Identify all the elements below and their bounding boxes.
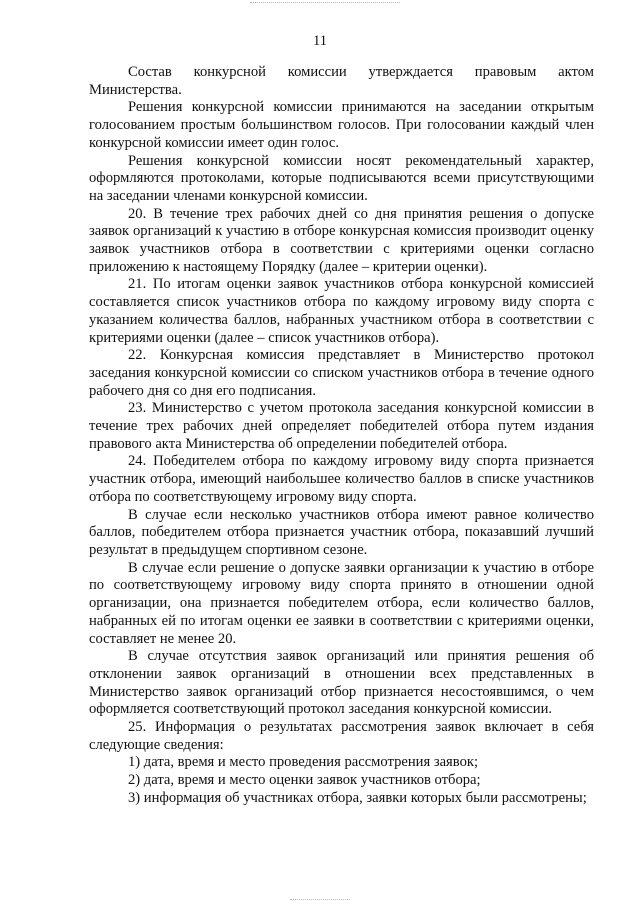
- scan-edge-marks-bottom: [290, 899, 350, 902]
- paragraph-equal-points: В случае если несколько участников отбора имеют равное количество баллов, победителем отбора признается участник отбора, показавший лучший результат в предыдущем спортивном сезоне.: [89, 506, 594, 558]
- paragraph-commission-decisions: Решения конкурсной комиссии носят рекомендательный характер, оформляются протоколами, которые подписываются всеми присутствующими на заседании членами конкурсной комиссии.: [89, 152, 594, 204]
- paragraph-item-23: 23. Министерство с учетом протокола заседания конкурсной комиссии в течение трех рабочих дней определяет победителей отбора путем издания правового акта Министерства об определении победителей отбора.: [89, 400, 594, 452]
- paragraph-no-applications: В случае отсутствия заявок организаций или принятия решения об отклонении заявок организаций в отношении всех представленных в Министерство заявок организаций отбор признается несостоявшимся, о чем оформляется соответствующий протокол заседания конкурсной комиссии.: [89, 648, 594, 718]
- scan-edge-marks: [250, 2, 400, 5]
- paragraph-commission-composition: Состав конкурсной комиссии утверждается правовым актом Министерства.: [89, 64, 594, 98]
- document-body: [89, 64, 594, 808]
- paragraph-commission-voting: Решения конкурсной комиссии принимаются на заседании открытым голосованием простым большинством голосов. При голосовании каждый член конкурсной комиссии имеет один голос.: [89, 99, 594, 151]
- paragraph-item-20: 20. В течение трех рабочих дней со дня принятия решения о допуске заявок организаций к участию в отборе конкурсная комиссия производит оценку заявок участников отбора в соответствии с критериями оценки согласно приложению к настоящему Порядку (далее – критерии оценки).: [89, 205, 594, 275]
- paragraph-item-22: 22. Конкурсная комиссия представляет в Министерство протокол заседания конкурсной комиссии со списком участников отбора в течение одного рабочего дня со дня его подписания.: [89, 347, 594, 399]
- list-item-1: 1) дата, время и место проведения рассмотрения заявок;: [128, 754, 479, 771]
- list-item-2: 2) дата, время и место оценки заявок участников отбора;: [128, 772, 481, 789]
- paragraph-single-organization: В случае если решение о допуске заявки организации к участию в отборе по соответствующему игровому виду спорта принято в отношении одной организации, она признается победителем отбора, если количество баллов, набранных ей по итогам оценки ее заявки в соответствии с критериями оценки, составляет не менее 20.: [89, 559, 594, 647]
- list-item-3: 3) информация об участниках отбора, заявки которых были рассмотрены;: [128, 789, 587, 806]
- page-number: 11: [313, 33, 327, 49]
- paragraph-item-21: 21. По итогам оценки заявок участников отбора конкурсной комиссией составляется список участников отбора по каждому игровому виду спорта с указанием количества баллов, набранных участником отбора в соответствии с критериями оценки (далее – список участников отбора).: [89, 276, 594, 346]
- paragraph-item-24: 24. Победителем отбора по каждому игровому виду спорта признается участник отбора, имеющий наибольшее количество баллов в списке участников отбора по соответствующему игровому виду спорта.: [89, 453, 594, 505]
- paragraph-item-25: 25. Информация о результатах рассмотрения заявок включает в себя следующие сведения:: [89, 719, 594, 753]
